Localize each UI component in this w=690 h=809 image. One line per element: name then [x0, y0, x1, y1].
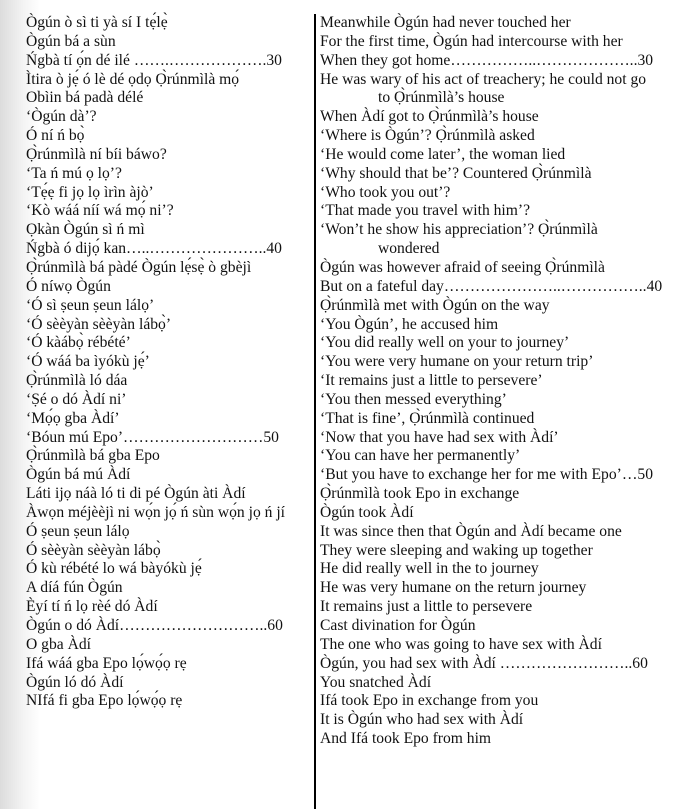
yoruba-line: ‘Tẹ́ẹ fi jọ lọ ìrìn àjò’	[26, 183, 154, 201]
yoruba-line: Ó sèèyàn sèèyàn lábọ̀	[26, 541, 161, 559]
english-line: It remains just a little to persevere	[320, 598, 533, 616]
yoruba-line: O gba Àdí	[26, 635, 91, 653]
yoruba-line: Ògún bá mú Àdí	[26, 466, 131, 484]
english-line: ‘You can have her permanently’	[320, 447, 521, 465]
english-line: Cast divination for Ògún	[320, 617, 476, 634]
english-line: ‘Who took you out’?	[320, 183, 451, 201]
english-line: Ifá took Epo in exchange from you	[320, 692, 539, 710]
yoruba-line: Ifá wáá gba Epo lọ́wọ́ọ rẹ	[26, 654, 187, 672]
yoruba-line: Ó ṣeun ṣeun lálọ	[26, 522, 130, 540]
english-line: to Ọ̀rúnmìlà’s house	[378, 89, 505, 107]
english-line: Ògún took Àdí	[320, 503, 414, 521]
yoruba-line: Ọ̀rúnmìlà bá pàdé Ògún lẹ́sẹ̀ ò gbèjì	[26, 258, 252, 276]
yoruba-line: Ó kù rébété lo wá bàyókù jẹ́	[26, 560, 202, 578]
yoruba-line: ‘Ó kàábọ̀ rébété’	[26, 334, 131, 352]
english-line: ‘You did really well on your to journey’	[320, 334, 570, 352]
yoruba-column	[26, 14, 311, 711]
english-line: He did really well in the to journey	[320, 560, 539, 578]
yoruba-line: Ọ̀rúnmìlà ló dáa	[26, 372, 128, 390]
english-line: But on a fateful day…………………..……………..40	[320, 277, 663, 295]
yoruba-line: Ògún bá a sùn	[26, 32, 116, 50]
english-line: ‘He would come later’, the woman lied	[320, 145, 566, 163]
yoruba-line: Ògún ló dó Àdí	[26, 673, 124, 691]
yoruba-line: ‘Ṣé o dó Àdí ni’	[26, 390, 127, 408]
yoruba-line: Obìin bá padà délé	[26, 89, 144, 107]
english-line: For the first time, Ògún had intercourse with her	[320, 32, 623, 50]
english-line: And Ifá took Epo from him	[320, 730, 492, 748]
english-line: ‘You then messed everything’	[320, 390, 507, 408]
english-line: Ọ̀rúnmìlà took Epo in exchange	[320, 485, 520, 503]
english-line: Ògún was however afraid of seeing Ọ̀rúnmìlà	[320, 258, 605, 276]
english-line: He was wary of his act of treachery; he could not go	[320, 70, 647, 88]
english-line: Ọ̀rúnmìlà met with Ògún on the way	[320, 296, 550, 314]
yoruba-line: NIfá fi gba Epo lọ́wọ́ọ rẹ	[26, 692, 183, 710]
yoruba-line: Ògún ò sì ti yà sí I tẹ́lẹ̀	[26, 14, 168, 31]
english-line: They were sleeping and waking up together	[320, 541, 593, 559]
yoruba-line: ‘Ó sì ṣeun ṣeun lálọ’	[26, 296, 155, 314]
english-line: ‘But you have to exchange her for me with Epo’…50	[320, 466, 654, 484]
english-line: It is Ògún who had sex with Àdí	[320, 711, 524, 729]
yoruba-line: Ńgbà tí ọ́n dé ilé …….……………….30	[26, 51, 282, 69]
yoruba-line: ‘Ó wáá ba ìyókù jẹ́’	[26, 353, 150, 371]
yoruba-line: Láti ijọ náà ló ti di pé Ògún àti Àdí	[26, 485, 246, 503]
yoruba-line: ‘Ògún dà’?	[26, 108, 97, 126]
english-line: Meanwhile Ògún had never touched her	[320, 14, 571, 31]
english-line: ‘Won’t he show his appreciation’? Ọ̀rúnmìlà	[320, 221, 598, 239]
english-line: ‘You were very humane on your return trip’	[320, 353, 594, 371]
english-line: ‘It remains just a little to persevere’	[320, 372, 543, 390]
english-line: The one who was going to have sex with Àdí	[320, 635, 602, 653]
yoruba-line: Èyí tí ń lọ rèé dó Àdí	[26, 598, 158, 616]
english-line: ‘Why should that be’? Countered Ọ̀rúnmìlà	[320, 164, 592, 182]
english-line: When Àdí got to Ọ̀rúnmìlà’s house	[320, 108, 539, 126]
yoruba-line: ‘Ó sèèyàn sèèyàn lábọ̀’	[26, 315, 172, 333]
yoruba-line: Ògún o dó Àdí………………………..60	[26, 617, 283, 634]
english-line: wondered	[378, 240, 440, 258]
english-line: It was since then that Ògún and Àdí became one	[320, 522, 622, 540]
yoruba-line: Àwọn méjèèjì ni wọ́n jọ́ ń sùn wọ́n jọ ń jí	[26, 503, 286, 521]
yoruba-line: ‘Bóun mú Epo’………………………50	[26, 428, 279, 446]
yoruba-line: Ọ̀rúnmìlà bá gba Epo	[26, 447, 160, 465]
english-line: When they got home……………..………………..30	[320, 51, 654, 69]
english-line: ‘That made you travel with him’?	[320, 202, 531, 220]
yoruba-line: Ó níwọ Ògún	[26, 277, 111, 295]
english-line: ‘That is fine’, Ọ̀rúnmìlà continued	[320, 409, 535, 427]
yoruba-line: Ńgbà ó dijọ́ kan…..…………………..40	[26, 240, 282, 258]
english-line: Ògún, you had sex with Àdí ……………………..60	[320, 654, 648, 672]
english-line: He was very humane on the return journey	[320, 579, 587, 597]
english-line: ‘You Ògún’, he accused him	[320, 315, 499, 333]
english-line: You snatched Àdí	[320, 673, 432, 691]
english-line: ‘Now that you have had sex with Àdí’	[320, 428, 559, 446]
yoruba-line: Ọ̀rúnmìlà ní bíi báwo?	[26, 145, 167, 163]
english-line: ‘Where is Ògún’? Ọ̀rúnmìlà asked	[320, 127, 535, 145]
english-column	[320, 14, 685, 749]
yoruba-line: Ọkàn Ògún sì ń mì	[26, 221, 145, 239]
yoruba-line: ‘Mọ́ọ gba Àdí’	[26, 409, 120, 427]
yoruba-line: Ó ní ń bọ̀	[26, 127, 85, 145]
yoruba-line: ‘Kò wáá níí wá mọ́ ni’?	[26, 202, 174, 220]
yoruba-line: Ìtira ò jẹ́ ó lè dé ọdọ Ọ̀rúnmìlà mọ́	[26, 70, 240, 88]
yoruba-line: ‘Ta ń mú ọ lọ’?	[26, 164, 122, 182]
column-divider	[314, 14, 316, 809]
yoruba-line: A díá fún Ògún	[26, 579, 123, 597]
